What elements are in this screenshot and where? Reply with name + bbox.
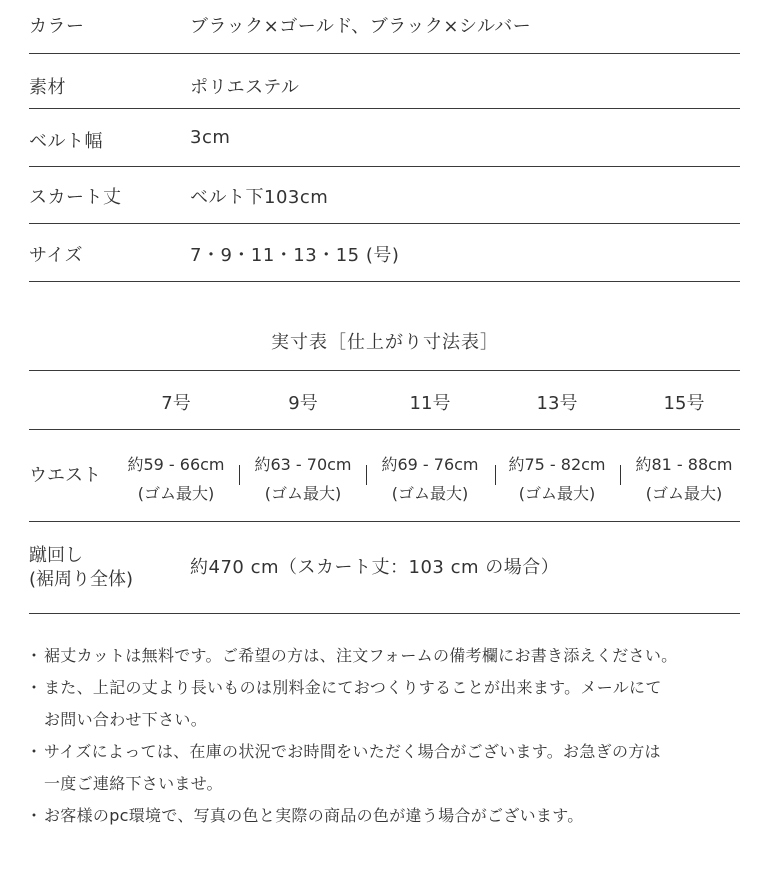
waist-row bbox=[29, 430, 740, 522]
waist-cell bbox=[240, 450, 366, 508]
size-column-header: 11号 bbox=[409, 393, 451, 414]
spec-value: ベルト下103cm bbox=[190, 187, 329, 208]
size-table bbox=[29, 370, 740, 614]
waist-label: ウエスト bbox=[29, 465, 101, 486]
spec-label: 素材 bbox=[29, 77, 66, 98]
waist-cell bbox=[113, 450, 239, 508]
waist-note: (ゴム最大) bbox=[264, 484, 342, 503]
spec-row-skirt-length bbox=[29, 167, 740, 224]
spec-label: ベルト幅 bbox=[29, 131, 103, 152]
waist-cell bbox=[367, 450, 493, 508]
hem-label-line2: (裾周り全体) bbox=[29, 569, 134, 590]
waist-value: 約63 - 70cm bbox=[254, 455, 352, 474]
spec-value: ポリエステル bbox=[190, 77, 300, 98]
waist-value: 約81 - 88cm bbox=[635, 455, 733, 474]
waist-note: (ゴム最大) bbox=[137, 484, 215, 503]
waist-note: (ゴム最大) bbox=[391, 484, 469, 503]
hem-row bbox=[29, 522, 740, 614]
note-bullet: ・ bbox=[26, 806, 43, 825]
waist-value: 約75 - 82cm bbox=[508, 455, 606, 474]
note-text: 裾丈カットは無料です。ご希望の方は、注文フォームの備考欄にお書き添えください。 bbox=[44, 646, 678, 665]
size-column-header: 15号 bbox=[663, 393, 705, 414]
spec-label: カラー bbox=[29, 16, 85, 37]
waist-value: 約69 - 76cm bbox=[381, 455, 479, 474]
notes-list bbox=[26, 640, 756, 832]
note-bullet: ・ bbox=[26, 742, 43, 761]
note-item bbox=[26, 800, 756, 832]
size-table-title: 実寸表［仕上がり寸法表］ bbox=[271, 332, 499, 353]
waist-value: 約59 - 66cm bbox=[127, 455, 225, 474]
spec-row-belt-width bbox=[29, 109, 740, 167]
spec-value: 3cm bbox=[190, 127, 231, 148]
note-item bbox=[26, 672, 756, 736]
note-text: お客様のpc環境で、写真の色と実際の商品の色が違う場合がございます。 bbox=[44, 806, 584, 825]
note-bullet: ・ bbox=[26, 678, 43, 697]
spec-label: スカート丈 bbox=[29, 187, 122, 208]
waist-note: (ゴム最大) bbox=[645, 484, 723, 503]
spec-row-color bbox=[29, 0, 740, 54]
note-text: また、上記の丈より長いものは別料金にておつくりすることが出来ます。メールにて bbox=[44, 678, 662, 697]
note-bullet: ・ bbox=[26, 646, 43, 665]
size-column-header: 9号 bbox=[288, 393, 318, 414]
note-text: サイズによっては、在庫の状況でお時間をいただく場合がございます。お急ぎの方は bbox=[44, 742, 661, 761]
spec-value: 7・9・11・13・15 (号) bbox=[190, 245, 400, 266]
size-column-header: 13号 bbox=[536, 393, 578, 414]
note-text-continued: お問い合わせ下さい。 bbox=[44, 710, 208, 729]
spec-value: ブラック×ゴールド、ブラック×シルバー bbox=[190, 16, 532, 37]
spec-label: サイズ bbox=[29, 245, 84, 266]
waist-cell bbox=[621, 450, 747, 508]
hem-label-line1: 蹴回し bbox=[29, 545, 83, 566]
size-column-header: 7号 bbox=[161, 393, 191, 414]
spec-row-size bbox=[29, 224, 740, 282]
spec-table bbox=[29, 0, 740, 282]
spec-row-material bbox=[29, 54, 740, 109]
note-item bbox=[26, 736, 756, 800]
note-item bbox=[26, 640, 756, 672]
note-text-continued: 一度ご連絡下さいませ。 bbox=[44, 774, 223, 793]
waist-note: (ゴム最大) bbox=[518, 484, 596, 503]
waist-cell bbox=[494, 450, 620, 508]
hem-value: 約470 cm（スカート丈：103 cm の場合） bbox=[190, 557, 560, 578]
size-header-row bbox=[29, 370, 740, 430]
hem-label bbox=[29, 544, 133, 592]
